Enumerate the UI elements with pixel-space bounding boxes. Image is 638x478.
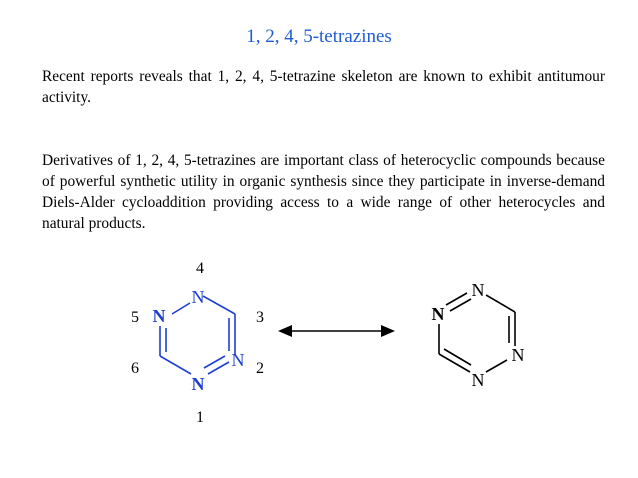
position-label-2: 2 xyxy=(256,360,264,377)
atom-n-right: N xyxy=(511,345,525,365)
atom-n1: N xyxy=(191,374,205,394)
bond-n-c-left-double xyxy=(444,349,471,365)
bond-n-c-right xyxy=(486,295,515,312)
atom-n-top: N xyxy=(471,280,485,300)
resonance-arrow xyxy=(278,325,395,337)
atom-n4: N xyxy=(191,287,205,307)
atom-n-bottom: N xyxy=(471,370,485,390)
bond-n-c-left xyxy=(439,354,470,372)
paragraph-antitumour: Recent reports reveals that 1, 2, 4, 5-tetrazine skeleton are known to exhibit antitumour activity. xyxy=(42,68,605,106)
atom-n-left: N xyxy=(431,304,445,324)
bond-n1-c6 xyxy=(160,356,191,374)
position-label-1: 1 xyxy=(196,409,204,426)
bond-n-n-bottom xyxy=(486,360,507,372)
position-label-4: 4 xyxy=(196,260,204,277)
bond-n4-c3 xyxy=(203,296,235,314)
position-label-3: 3 xyxy=(256,309,264,326)
position-label-5: 5 xyxy=(131,309,139,326)
tetrazine-structure-left xyxy=(160,296,235,374)
atom-n5: N xyxy=(152,306,166,326)
slide-title: 1, 2, 4, 5-tetrazines xyxy=(246,26,392,47)
tetrazine-structure-right xyxy=(439,293,515,372)
paragraph-derivatives: Derivatives of 1, 2, 4, 5-tetrazines are important class of heterocyclic compounds because of powerful synthetic utility in organic synthesis since they participate in inverse-demand Diels-Alder cycloaddition providing access to a wide range of other heterocycles and natural products. xyxy=(42,152,605,232)
atom-n2: N xyxy=(231,350,245,370)
position-label-6: 6 xyxy=(131,360,139,377)
bond-n5-n4 xyxy=(172,303,190,314)
